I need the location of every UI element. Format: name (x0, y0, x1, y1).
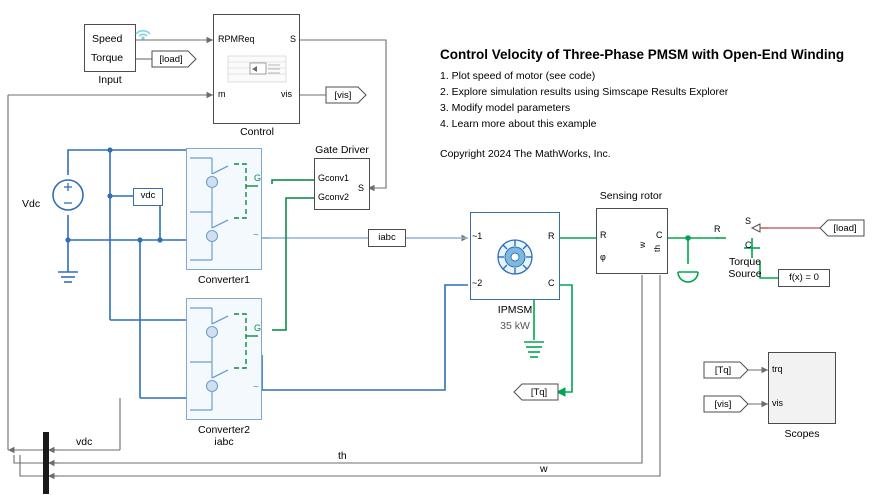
torque-source-icon (716, 214, 768, 264)
bus-label-vdc: vdc (76, 436, 93, 448)
bus-label-w: w (540, 463, 548, 475)
sensing-rotor-pin-phi: φ (600, 252, 606, 262)
doc-bullet-3: 3. Modify model parameters (440, 102, 571, 114)
vdc-source-label: Vdc (22, 198, 41, 210)
sensing-rotor-pin-c: C (656, 230, 663, 240)
goto-load-1[interactable] (152, 51, 196, 67)
block-torque-source-label2: Source (728, 268, 762, 280)
control-port-s: S (290, 34, 297, 44)
block-sensing-rotor[interactable] (596, 208, 668, 274)
bus-mux-bar[interactable] (43, 432, 49, 494)
gatedriver-port-gconv2: Gconv2 (318, 192, 350, 202)
doc-bullet-4: 4. Learn more about this example (440, 118, 597, 130)
ipmsm-pin-ac2: ~2 (472, 278, 483, 288)
block-control-label: Control (240, 126, 274, 138)
label-iabc-text: iabc (378, 232, 396, 243)
converter1-pin-g: G (254, 173, 262, 183)
block-ipmsm-rating: 35 kW (500, 320, 530, 332)
control-port-m: m (218, 89, 226, 99)
block-converter1-label: Converter1 (198, 274, 250, 286)
block-scopes[interactable] (768, 352, 836, 424)
from-vis-2[interactable] (704, 396, 748, 412)
goto-vis-1[interactable] (326, 87, 366, 103)
input-port-speed: Speed (92, 33, 123, 45)
goto-load-1-label: [load] (159, 53, 183, 65)
block-fx-solver-label: f(x) = 0 (789, 272, 819, 283)
input-wifi-icon (132, 20, 156, 40)
from-vis-2-label: [vis] (714, 398, 732, 410)
converter2-glyph-icon (190, 302, 258, 416)
scopes-port-vis: vis (772, 398, 783, 408)
ipmsm-pin-r: R (548, 231, 555, 241)
control-port-rpmreq: RPMReq (218, 34, 255, 44)
block-converter2-label: Converter2 (198, 424, 250, 436)
block-input-label: Input (98, 74, 122, 86)
block-input[interactable] (84, 24, 136, 72)
torque-source-pin-s: S (745, 216, 752, 226)
block-torque-source-label: Torque (728, 256, 762, 268)
page-title: Control Velocity of Three-Phase PMSM with Open-End Winding (440, 47, 845, 62)
sensing-rotor-pin-r: R (600, 230, 607, 240)
gatedriver-port-s: S (358, 183, 365, 193)
control-port-vis: vis (281, 89, 292, 99)
sensing-rotor-pin-th: th (652, 244, 662, 252)
converter1-glyph-icon (190, 152, 258, 266)
ipmsm-motor-icon (496, 238, 534, 276)
scopes-port-trq: trq (772, 364, 783, 374)
converter2-pin-ac: ~ (253, 382, 259, 393)
converter1-pin-ac1: ~ (253, 230, 259, 241)
control-glyph-icon (228, 56, 286, 86)
block-gatedriver-label: Gate Driver (315, 144, 369, 156)
bus-label-th: th (338, 450, 347, 462)
torque-source-pin-r: R (714, 224, 721, 234)
torque-source-pin-c: C (745, 240, 752, 250)
sensing-rotor-pin-w: w (637, 241, 647, 248)
block-converter2-sublabel: iabc (214, 436, 234, 448)
goto-load-2-label: [load] (833, 222, 857, 234)
goto-tq-1[interactable] (514, 384, 558, 400)
block-ipmsm-label: IPMSM (497, 304, 533, 316)
gatedriver-port-gconv1: Gconv1 (318, 173, 350, 183)
input-port-torque: Torque (91, 52, 124, 64)
goto-load-2[interactable] (820, 220, 864, 236)
ipmsm-pin-ac1: ~1 (472, 231, 483, 241)
block-scopes-label: Scopes (784, 428, 820, 440)
doc-bullet-2: 2. Explore simulation results using Simscape Results Explorer (440, 86, 729, 98)
doc-copyright: Copyright 2024 The MathWorks, Inc. (440, 148, 611, 160)
ipmsm-pin-c: C (548, 278, 555, 288)
goto-vis-1-label: [vis] (334, 89, 352, 101)
goto-tq-1-label: [Tq] (530, 386, 548, 398)
from-tq-2-label: [Tq] (714, 364, 732, 376)
block-sensing-rotor-label: Sensing rotor (599, 190, 663, 202)
vdc-source-icon (52, 175, 84, 215)
vdc-sense-label: vdc (140, 190, 156, 201)
converter2-pin-g: G (254, 323, 262, 333)
doc-bullet-1: 1. Plot speed of motor (see code) (440, 70, 596, 82)
from-tq-2[interactable] (704, 362, 748, 378)
